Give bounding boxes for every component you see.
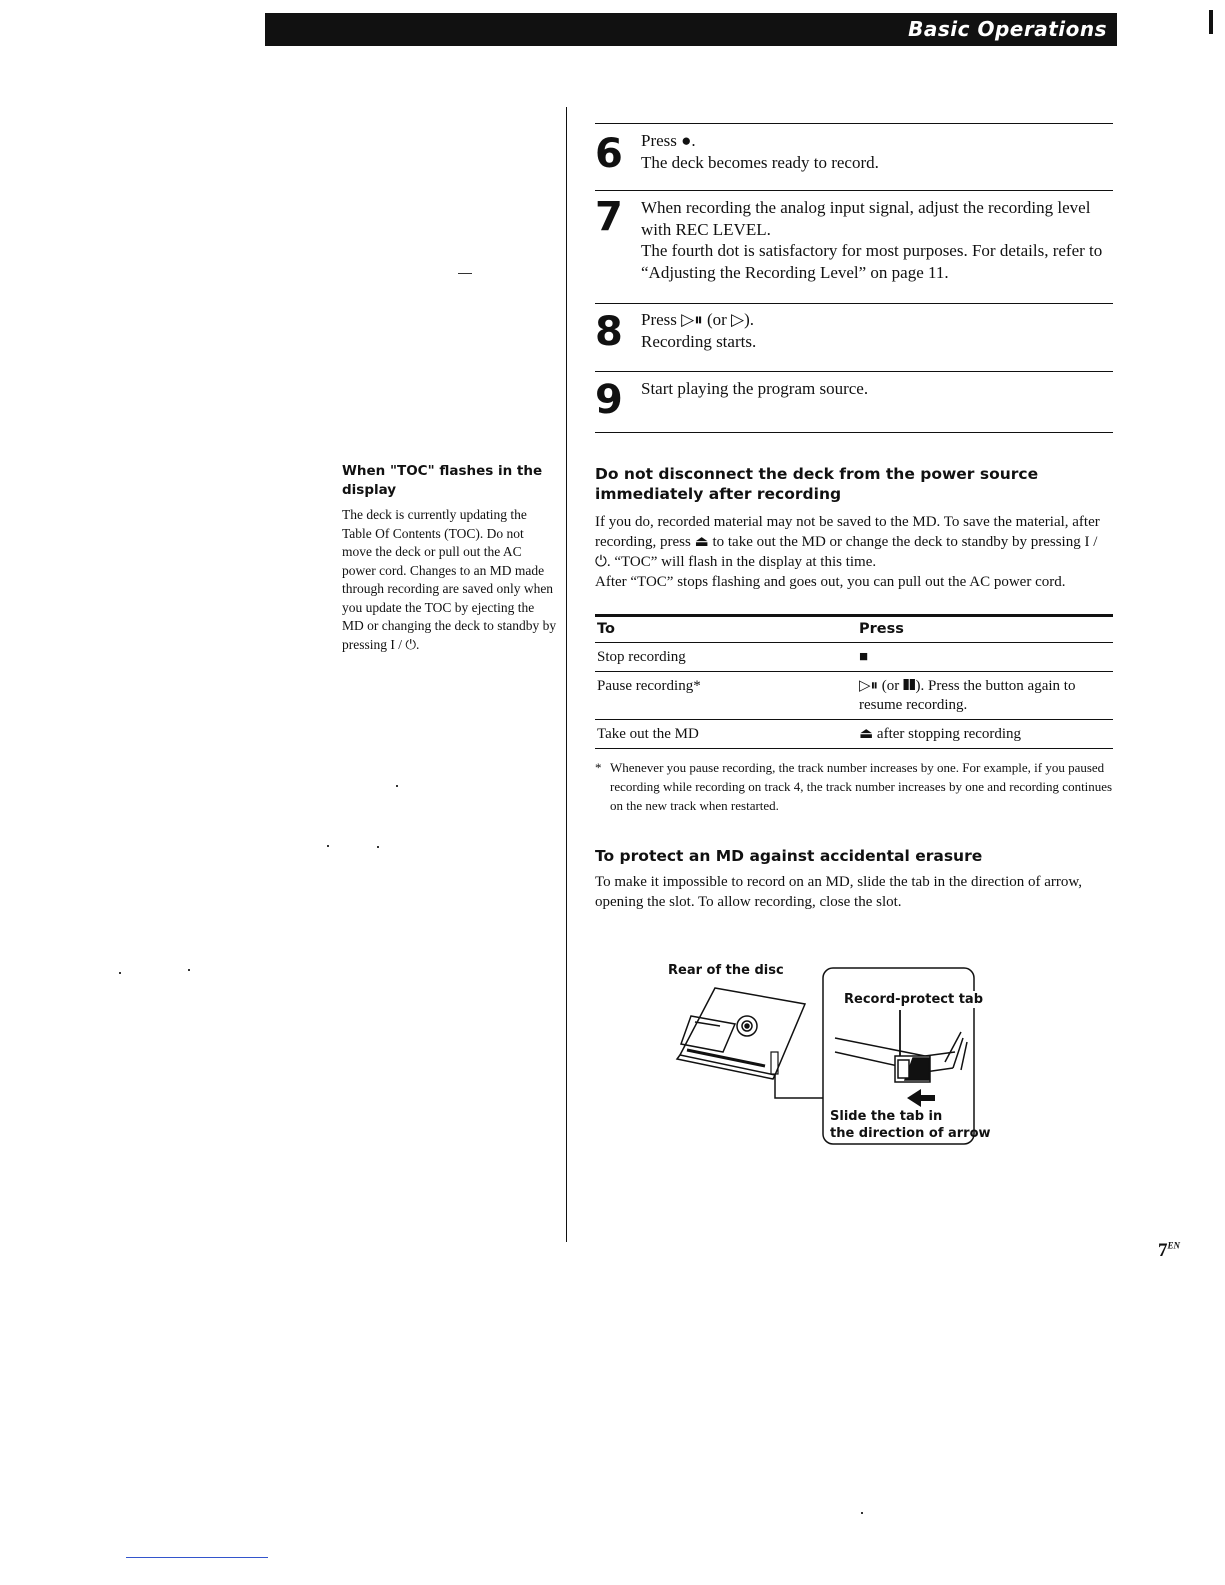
table-row	[595, 643, 1113, 672]
page-number-value: 7	[1158, 1240, 1168, 1261]
scan-speck	[188, 969, 190, 971]
section-body-protect: To make it impossible to record on an MD, slide the tab in the direction of arrow, opening the slot. To allow recording, close the slot.	[595, 874, 1083, 910]
step-line: The deck becomes ready to record.	[641, 152, 879, 172]
table-header: Press	[857, 616, 1113, 643]
section-heading-disconnect: Do not disconnect the deck from the power source immediately after recording	[595, 465, 1039, 503]
step-number: 8	[595, 309, 623, 355]
scan-speck	[396, 785, 398, 787]
page-number-suffix: EN	[1167, 1240, 1181, 1251]
callout-connector	[775, 1075, 823, 1098]
md-protect-illustration	[595, 960, 1015, 1160]
step-number: 6	[595, 131, 623, 177]
table-cell: ▷⏸ (or ❚❚). Press the button again to resume recording.	[857, 672, 1113, 720]
slide-instruction-line: the direction of arrow	[830, 1126, 991, 1141]
step-9	[595, 371, 1113, 432]
step-number: 9	[595, 377, 623, 423]
footnote	[595, 758, 1113, 815]
scan-speck	[458, 273, 472, 274]
main-column	[595, 123, 1113, 912]
section-body-disconnect-2: After “TOC” stops flashing and goes out, you can pull out the AC power cord.	[595, 574, 1066, 590]
section-heading-protect: To protect an MD against accidental erasure	[595, 847, 983, 865]
step-line: Recording starts.	[641, 331, 757, 351]
step-line: Press ▷⏸ (or ▷).	[641, 310, 755, 329]
edge-mark	[1209, 10, 1213, 34]
md-disc-drawing	[677, 988, 805, 1079]
table-header: To	[595, 616, 857, 643]
table-cell: Take out the MD	[595, 720, 857, 749]
footnote-text: Whenever you pause recording, the track number increases by one. For example, if you paused recording while recording on track 4, the track number increases by one and recording continues on the new track when restarted.	[610, 760, 1113, 813]
step-number: 7	[595, 194, 623, 240]
table-cell: Stop recording	[595, 643, 857, 672]
table-cell: ⏏ after stopping recording	[857, 720, 1113, 749]
step-line: When recording the analog input signal, adjust the recording level with REC LEVEL.	[641, 198, 1091, 239]
page-number	[1158, 1240, 1180, 1262]
sidebar-note	[342, 462, 557, 654]
column-divider	[566, 107, 567, 1242]
operations-table	[595, 614, 1113, 749]
step-7	[595, 190, 1113, 303]
scan-speck	[377, 846, 379, 848]
step-8	[595, 303, 1113, 371]
page-title: Basic Operations	[908, 17, 1107, 41]
step-line: Press ●.	[641, 131, 696, 150]
footnote-mark: *	[595, 760, 602, 775]
step-6	[595, 123, 1113, 190]
step-line: The fourth dot is satisfactory for most purposes. For details, refer to “Adjusting the Recording Level” on page 11.	[641, 241, 1103, 282]
table-cell: ■	[857, 643, 1113, 672]
table-cell: Pause recording*	[595, 672, 857, 720]
step-line: Start playing the program source.	[641, 379, 869, 398]
table-header-row	[595, 616, 1113, 643]
scan-speck	[119, 972, 121, 974]
rear-of-disc-label: Rear of the disc	[668, 963, 784, 978]
scan-speck	[327, 845, 329, 847]
sidebar-heading: When "TOC" flashes in the display	[342, 463, 543, 498]
section-body-disconnect: If you do, recorded material may not be saved to the MD. To save the material, after recording, press ⏏ to take out the MD or change the deck to standby by pressing I / ⏻. “TOC” will flash in the display at this time.	[595, 514, 1100, 570]
header-bar	[265, 13, 1117, 46]
table-row	[595, 672, 1113, 720]
record-protect-tab-label: Record-protect tab	[844, 992, 983, 1007]
scan-speck	[861, 1512, 863, 1514]
sidebar-text: The deck is currently updating the Table Of Contents (TOC). Do not move the deck or pull out the AC power cord. Changes to an MD made through recording are saved only when you update the TOC by ejecting the MD or changing the deck to standby by pressing I / ⏻.	[342, 507, 557, 652]
table-row	[595, 720, 1113, 749]
bottom-rule	[126, 1557, 268, 1558]
slide-instruction-line: Slide the tab in	[830, 1109, 943, 1124]
slide-instruction-label	[830, 1108, 991, 1142]
